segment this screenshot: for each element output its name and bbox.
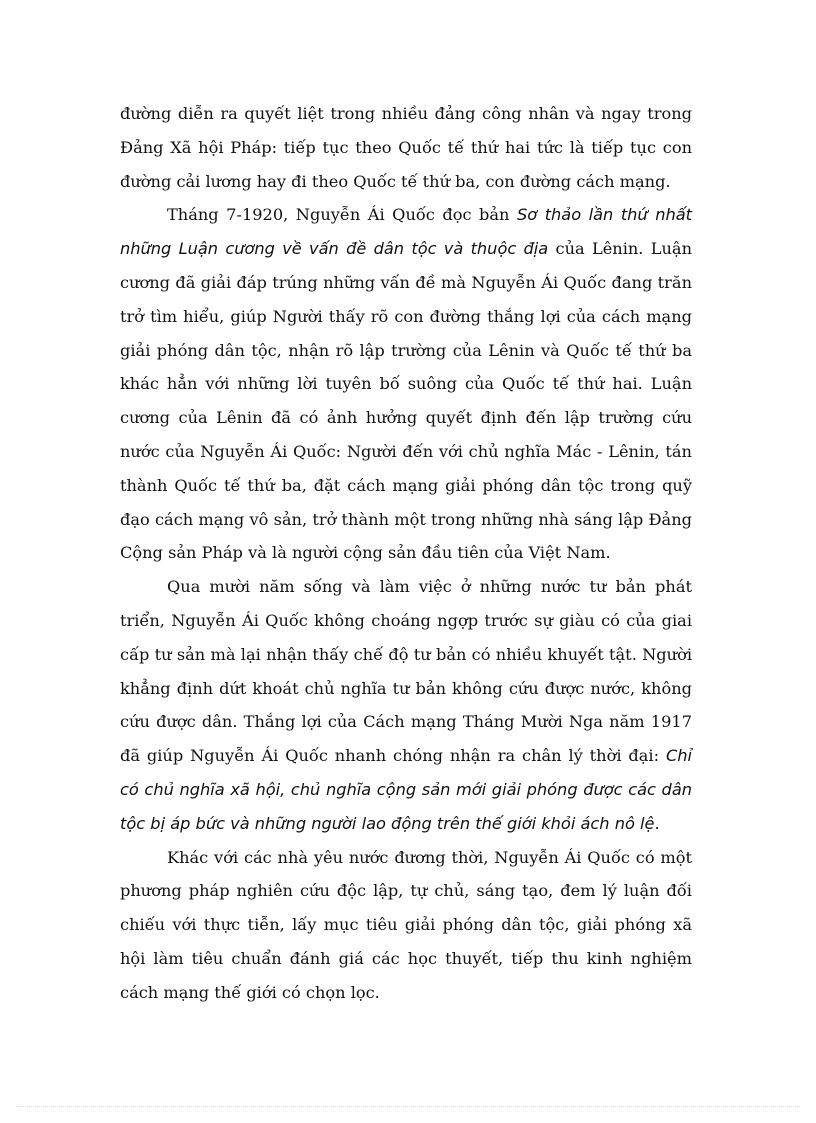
page-bottom-border <box>16 1106 800 1107</box>
italic-quote: Chỉ có chủ nghĩa xã hội, chủ nghĩa cộng sản mới giải phóng được các dân tộc bị áp bức và những người lao động trên thế giới khỏi ách nô lệ <box>120 746 692 833</box>
paragraph-3 <box>120 570 692 840</box>
document-title-italic: Sơ thảo lần thứ nhất những Luận cương về vấn đề dân tộc và thuộc địa <box>120 205 692 259</box>
document-body <box>120 97 692 1010</box>
paragraph-1: đường diễn ra quyết liệt trong nhiều đảng công nhân và ngay trong Đảng Xã hội Pháp: tiếp tục theo Quốc tế thứ hai tức là tiếp tục con đường cải lương hay đi theo Quốc tế thứ ba, con đường cách mạng. <box>120 104 692 191</box>
paragraph-2-body: của Lênin. Luận cương đã giải đáp trúng những vấn đề mà Nguyễn Ái Quốc đang trăn trở tìm hiểu, giúp Người thấy rõ con đường thắng lợi của cách mạng giải phóng dân tộc, nhận rõ lập trường của Lênin và Quốc tế thứ ba khác hẳn với những lời tuyên bố suông của Quốc tế thứ hai. Luận cương của Lênin đã có ảnh hưởng quyết định đến lập trường cứu nước của Nguyễn Ái Quốc: Người đến với chủ nghĩa Mác - Lênin, tán thành Quốc tế thứ ba, đặt cách mạng giải phóng dân tộc trong quỹ đạo cách mạng vô sản, trở thành một trong những nhà sáng lập Đảng Cộng sản Pháp và là người cộng sản đầu tiên của Việt Nam. <box>120 239 692 563</box>
paragraph-3-end: . <box>654 813 660 833</box>
paragraph-2 <box>120 198 692 570</box>
paragraph-3-body: Qua mười năm sống và làm việc ở những nước tư bản phát triển, Nguyễn Ái Quốc không choáng ngợp trước sự giàu có của giai cấp tư sản mà lại nhận thấy chế độ tư bản có nhiều khuyết tật. Người khẳng định dứt khoát chủ nghĩa tư bản không cứu được nước, không cứu được dân. Thắng lợi của Cách mạng Tháng Mười Nga năm 1917 đã giúp Nguyễn Ái Quốc nhanh chóng nhận ra chân lý thời đại: <box>120 577 692 766</box>
paragraph-4: Khác với các nhà yêu nước đương thời, Nguyễn Ái Quốc có một phương pháp nghiên cứu độc lập, tự chủ, sáng tạo, đem lý luận đối chiếu với thực tiễn, lấy mục tiêu giải phóng dân tộc, giải phóng xã hội làm tiêu chuẩn đánh giá các học thuyết, tiếp thu kinh nghiệm cách mạng thế giới có chọn lọc. <box>120 847 692 1002</box>
paragraph-2-intro: Tháng 7-1920, Nguyễn Ái Quốc đọc bản <box>167 205 517 225</box>
